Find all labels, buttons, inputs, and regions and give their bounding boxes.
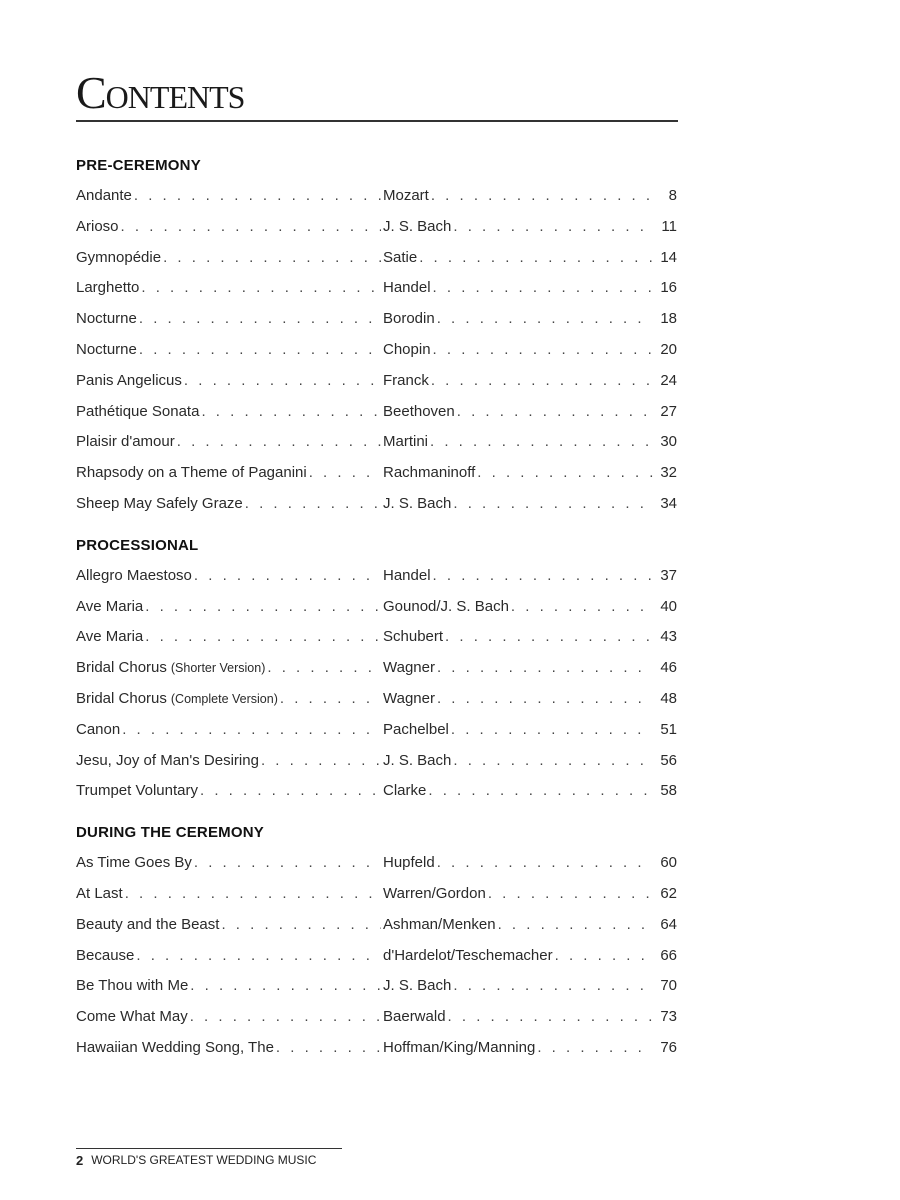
dot-leader bbox=[276, 1033, 381, 1064]
toc-entry bbox=[76, 335, 677, 366]
dot-leader bbox=[537, 1033, 653, 1064]
entry-title: As Time Goes By bbox=[76, 854, 192, 872]
toc-entry bbox=[76, 1033, 677, 1064]
entry-page-number: 20 bbox=[660, 340, 677, 358]
page-footer bbox=[76, 1153, 316, 1168]
dot-leader bbox=[221, 910, 381, 941]
dot-leader bbox=[261, 746, 381, 777]
toc-entry bbox=[76, 397, 677, 428]
dot-leader bbox=[498, 910, 653, 941]
entry-page-number: 24 bbox=[660, 371, 677, 389]
entry-title: At Last bbox=[76, 884, 123, 902]
dot-leader bbox=[437, 848, 653, 879]
entry-page-number: 56 bbox=[660, 751, 677, 769]
entry-title: Bridal Chorus bbox=[76, 659, 167, 677]
dot-leader bbox=[433, 335, 653, 366]
toc-entry bbox=[76, 848, 677, 879]
entry-composer: Satie bbox=[383, 248, 418, 266]
dot-leader bbox=[457, 397, 653, 428]
dot-leader bbox=[200, 776, 381, 807]
dot-leader bbox=[555, 941, 653, 972]
entry-title: Plaisir d'amour bbox=[76, 433, 175, 451]
toc-entry bbox=[76, 212, 677, 243]
dot-leader bbox=[245, 489, 381, 520]
dot-leader bbox=[453, 746, 653, 777]
entry-page-number: 14 bbox=[660, 248, 677, 266]
entry-composer: Baerwald bbox=[383, 1008, 446, 1026]
entry-page-number: 48 bbox=[660, 689, 677, 707]
entry-title: Gymnopédie bbox=[76, 248, 162, 266]
footer-divider bbox=[76, 1148, 342, 1149]
dot-leader bbox=[428, 776, 653, 807]
toc-entry bbox=[76, 1002, 677, 1033]
dot-leader bbox=[125, 879, 381, 910]
entry-page-number: 37 bbox=[660, 566, 677, 584]
dot-leader bbox=[431, 181, 653, 212]
dot-leader bbox=[139, 304, 381, 335]
dot-leader bbox=[121, 212, 381, 243]
dot-leader bbox=[136, 941, 381, 972]
entry-title: Nocturne bbox=[76, 340, 137, 358]
dot-leader bbox=[163, 243, 381, 274]
entry-composer: J. S. Bach bbox=[383, 217, 452, 235]
dot-leader bbox=[145, 622, 381, 653]
entry-title: Be Thou with Me bbox=[76, 977, 189, 995]
toc-entry bbox=[76, 653, 677, 684]
entry-page-number: 16 bbox=[660, 279, 677, 297]
entry-page-number: 8 bbox=[668, 187, 677, 204]
entry-composer: Wagner bbox=[383, 659, 435, 677]
entry-title: Larghetto bbox=[76, 279, 140, 297]
dot-leader bbox=[267, 653, 381, 684]
dot-leader bbox=[433, 273, 653, 304]
entry-composer: Wagner bbox=[383, 689, 435, 707]
entry-composer: Gounod/J. S. Bach bbox=[383, 597, 509, 615]
toc-entry bbox=[76, 366, 677, 397]
entry-page-number: 40 bbox=[660, 597, 677, 615]
section-heading: PRE-CEREMONY bbox=[76, 157, 201, 174]
entry-composer: Martini bbox=[383, 433, 429, 451]
entry-page-number: 60 bbox=[660, 854, 677, 872]
entry-title: Nocturne bbox=[76, 310, 137, 328]
entry-title: Jesu, Joy of Man's Desiring bbox=[76, 751, 259, 769]
dot-leader bbox=[280, 684, 381, 715]
entry-page-number: 34 bbox=[660, 494, 677, 512]
entry-title: Ave Maria bbox=[76, 628, 144, 646]
toc-entry bbox=[76, 561, 677, 592]
toc-entry bbox=[76, 304, 677, 335]
entry-page-number: 43 bbox=[660, 628, 677, 646]
entry-composer: J. S. Bach bbox=[383, 751, 452, 769]
dot-leader bbox=[201, 397, 381, 428]
dot-leader bbox=[453, 212, 653, 243]
entry-composer: Warren/Gordon bbox=[383, 884, 486, 902]
entry-title: Come What May bbox=[76, 1008, 188, 1026]
dot-leader bbox=[445, 622, 653, 653]
toc-entry bbox=[76, 489, 677, 520]
entry-composer: J. S. Bach bbox=[383, 494, 452, 512]
entry-page-number: 11 bbox=[661, 217, 677, 235]
toc-entry bbox=[76, 746, 677, 777]
entry-page-number: 51 bbox=[660, 720, 677, 738]
entry-page-number: 58 bbox=[660, 782, 677, 800]
entry-composer: Pachelbel bbox=[383, 720, 449, 738]
entry-composer: J. S. Bach bbox=[383, 977, 452, 995]
dot-leader bbox=[431, 366, 653, 397]
toc-entry bbox=[76, 273, 677, 304]
dot-leader bbox=[419, 243, 653, 274]
toc-entry bbox=[76, 181, 677, 212]
dot-leader bbox=[433, 561, 653, 592]
toc-entry bbox=[76, 592, 677, 623]
dot-leader bbox=[430, 427, 653, 458]
section-heading: PROCESSIONAL bbox=[76, 536, 199, 554]
entry-page-number: 66 bbox=[660, 946, 677, 964]
dot-leader bbox=[194, 848, 381, 879]
table-of-contents bbox=[76, 150, 677, 1074]
toc-entry bbox=[76, 715, 677, 746]
entry-title: Beauty and the Beast bbox=[76, 915, 220, 933]
entry-page-number: 73 bbox=[660, 1008, 677, 1026]
entry-title: Sheep May Safely Graze bbox=[76, 494, 243, 512]
dot-leader bbox=[488, 879, 653, 910]
entry-composer: Ashman/Menken bbox=[383, 915, 496, 933]
toc-entry bbox=[76, 776, 677, 807]
entry-title: Hawaiian Wedding Song, The bbox=[76, 1038, 274, 1056]
dot-leader bbox=[448, 1002, 653, 1033]
dot-leader bbox=[190, 1002, 381, 1033]
entry-page-number: 70 bbox=[660, 977, 677, 995]
dot-leader bbox=[437, 304, 653, 335]
toc-entry bbox=[76, 622, 677, 653]
entry-version-note: (Shorter Version) bbox=[170, 661, 266, 676]
entry-composer: Chopin bbox=[383, 340, 431, 358]
dot-leader bbox=[309, 458, 381, 489]
dot-leader bbox=[511, 592, 653, 623]
entry-title: Because bbox=[76, 946, 135, 964]
footer-book-title: WORLD'S GREATEST WEDDING MUSIC bbox=[91, 1153, 317, 1167]
toc-entry bbox=[76, 427, 677, 458]
section-heading: DURING THE CEREMONY bbox=[76, 824, 264, 842]
entry-composer: Hupfeld bbox=[383, 854, 435, 872]
toc-section bbox=[76, 150, 677, 520]
entry-title: Ave Maria bbox=[76, 597, 144, 615]
entry-title: Arioso bbox=[76, 217, 119, 235]
entry-title: Trumpet Voluntary bbox=[76, 782, 198, 800]
entry-composer: Rachmaninoff bbox=[383, 464, 476, 482]
toc-entry bbox=[76, 243, 677, 274]
entry-page-number: 30 bbox=[660, 433, 677, 451]
dot-leader bbox=[139, 335, 381, 366]
dot-leader bbox=[122, 715, 381, 746]
dot-leader bbox=[134, 181, 381, 212]
entry-page-number: 18 bbox=[660, 310, 677, 328]
entry-title: Allegro Maestoso bbox=[76, 566, 192, 584]
dot-leader bbox=[141, 273, 381, 304]
toc-entry bbox=[76, 458, 677, 489]
entry-composer: Handel bbox=[383, 279, 431, 297]
entry-composer: Clarke bbox=[383, 782, 427, 800]
entry-composer: Borodin bbox=[383, 310, 435, 328]
toc-section bbox=[76, 530, 677, 807]
toc-entry bbox=[76, 879, 677, 910]
entry-composer: Handel bbox=[383, 566, 431, 584]
entry-title: Pathétique Sonata bbox=[76, 402, 200, 420]
entry-title: Panis Angelicus bbox=[76, 371, 182, 389]
entry-page-number: 76 bbox=[660, 1038, 677, 1056]
footer-page-number: 2 bbox=[76, 1153, 84, 1168]
entry-page-number: 46 bbox=[660, 659, 677, 677]
entry-page-number: 27 bbox=[660, 402, 677, 420]
dot-leader bbox=[453, 489, 653, 520]
dot-leader bbox=[453, 971, 653, 1002]
entry-title: Canon bbox=[76, 720, 121, 738]
entry-composer: Beethoven bbox=[383, 402, 455, 420]
page-title: Contents bbox=[76, 67, 245, 118]
entry-page-number: 64 bbox=[660, 915, 677, 933]
dot-leader bbox=[477, 458, 653, 489]
entry-composer: Franck bbox=[383, 371, 429, 389]
toc-entry bbox=[76, 941, 677, 972]
toc-entry bbox=[76, 971, 677, 1002]
toc-section bbox=[76, 817, 677, 1064]
dot-leader bbox=[194, 561, 381, 592]
toc-entry bbox=[76, 910, 677, 941]
toc-entry bbox=[76, 684, 677, 715]
entry-version-note: (Complete Version) bbox=[170, 691, 278, 706]
entry-title: Rhapsody on a Theme of Paganini bbox=[76, 464, 307, 482]
dot-leader bbox=[184, 366, 381, 397]
entry-page-number: 32 bbox=[660, 464, 677, 482]
entry-composer: d'Hardelot/Teschemacher bbox=[383, 946, 553, 964]
dot-leader bbox=[437, 653, 653, 684]
entry-composer: Mozart bbox=[383, 187, 429, 204]
title-divider bbox=[76, 120, 678, 122]
entry-composer: Hoffman/King/Manning bbox=[383, 1038, 536, 1056]
entry-page-number: 62 bbox=[660, 884, 677, 902]
dot-leader bbox=[177, 427, 381, 458]
dot-leader bbox=[451, 715, 653, 746]
entry-composer: Schubert bbox=[383, 628, 444, 646]
entry-title: Andante bbox=[76, 187, 132, 204]
dot-leader bbox=[437, 684, 653, 715]
entry-title: Bridal Chorus bbox=[76, 689, 167, 707]
dot-leader bbox=[145, 592, 381, 623]
dot-leader bbox=[190, 971, 381, 1002]
